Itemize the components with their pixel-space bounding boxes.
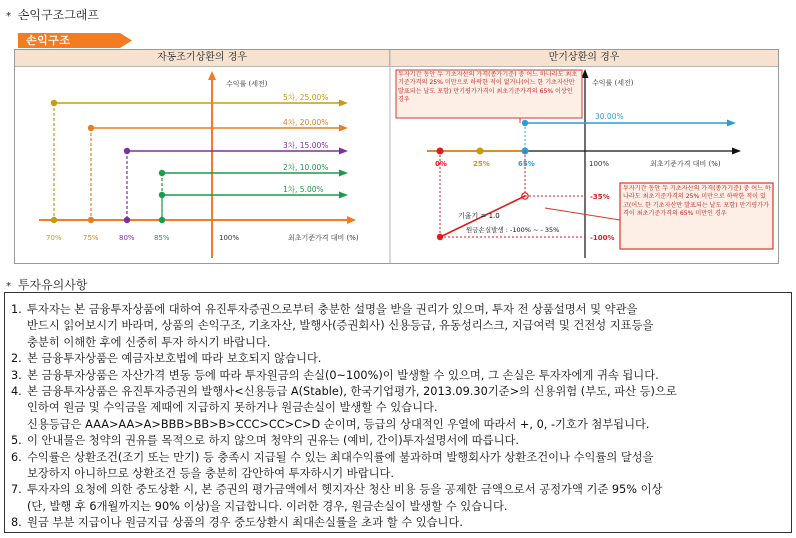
bottom-callout-pointer [545,208,620,220]
right-x-axis-label: 최초기준가격 대비 (%) [650,160,721,168]
note-item [11,351,785,367]
tab-label: 손익구조 [26,34,71,47]
left-panel-header: 자동조기상환의 경우 [15,50,390,67]
left-y-axis-arrow-icon [208,71,216,80]
top-callout-text-wrap [398,71,580,117]
note-number: 6. [11,450,22,464]
tick-0: 0% [435,160,447,168]
series-4-label: 4차, 20.00% [283,118,329,127]
note-text [27,351,785,367]
investment-notes-heading [6,276,87,293]
dot-25 [477,148,484,155]
payoff-charts-svg [15,50,778,263]
right-chart [396,69,773,258]
note-line: 원금 부분 지급이나 원금지급 상품의 경우 중도상환시 최대손실률을 초과 할 수 있습니다. [27,516,463,530]
bottom-callout-text-wrap [623,185,771,248]
note-line: (단, 발행 후 6개월까지는 90% 이상)을 지급합니다. 이러한 경우, 원금손실이 발생할 수 있습니다. [27,499,508,513]
right-y-axis-label: 수익률 (세전) [592,79,634,87]
note-line: 본 금융투자상품은 유진투자증권의 발행사<신용등급 A(Stable), 한국기업평가, 2013.09.30기준>의 신용위험 (부도, 파산 등)으로 [27,385,677,399]
note-item [11,302,785,351]
slope-label: 기울기 = 1.0 [458,212,500,220]
series-4 [83,117,348,242]
structure-graph-heading [6,6,99,23]
left-x-axis-label: 최초기준가격 대비 (%) [288,234,359,242]
note-number: 7. [11,483,22,497]
loss-100-label: -100% [590,234,615,242]
loss-100-point [437,234,443,240]
note-line: 인하여 원금 및 수익금을 제때에 지급하지 못하거나 원금손실이 발생할 수 있습니다. [27,401,438,415]
note-number: 8. [11,516,22,530]
note-line: 이 안내물은 청약의 권유를 목적으로 하지 않으며 청약의 권유는 (예비, 간이)투자설명서에 따릅니다. [27,434,520,448]
tick-100: 100% [589,160,610,168]
bullet-star: * [6,11,11,22]
note-line: 투자자는 본 금융투자상품에 대하여 유진투자증권으로부터 충분한 설명을 받을 권리가 있으며, 투자 전 상품설명서 및 약관을 [27,303,638,316]
gain-arrow-icon [727,120,736,127]
note-line: 반드시 읽어보시기 바라며, 상품의 손익구조, 기초자산, 발행사(증권회사) 신용등급, 유동성리스크, 지급여력 및 건전성 지표등을 [27,319,654,333]
top-callout-text: 투자기간 동안 두 기초자산의 가격(종가기준) 중 어느 하나라도 최초기준가격의 25% 미만으로 하락한 적이 없거나(어느 한 기초자산만 발표되는 날도 포함) 만기평가가격이 최초기준가격의 65% 이상인 경우 [398,71,578,103]
payoff-chart-box [14,49,779,264]
note-text [27,433,785,449]
note-number: 1. [11,303,22,316]
structure-graph-title: 손익구조그래프 [17,8,99,22]
note-line: 본 금융투자상품은 자산가격 변동 등에 따라 투자원금의 손실(0~100%)이 발생할 수 있으며, 그 손실은 투자자에게 귀속 됩니다. [27,368,659,382]
note-line: 수익률은 상환조건(조기 또는 만기) 등 충족시 지급될 수 있는 최대수익률에 불과하며 발행회사가 상환조건이나 수익률의 달성을 [27,450,654,464]
tick-65: 65% [518,160,535,168]
note-number: 3. [11,368,22,382]
right-y-axis-arrow-icon [582,69,589,78]
note-text [27,302,785,351]
note-text [27,515,785,531]
note-line: 충분히 이해한 후에 신중히 투자 하시기 바랍니다. [27,335,271,349]
loss-35-label: -35% [590,193,610,201]
note-line: 신용등급은 AAA>AA>A>BBB>BB>B>CCC>CC>C>D 순이며, 등급의 상대적인 우열에 따라서 +, 0, -기호가 첨부됩니다. [27,417,650,431]
tick-25: 25% [473,160,490,168]
loss-range-label: 원금손실발생 : -100% ~ - 35% [466,226,560,234]
note-item [11,368,785,384]
right-panel-header: 만기상환의 경우 [390,50,778,67]
series-2-label: 2차, 10.00% [283,163,329,172]
note-item [11,384,785,433]
note-text [27,482,785,515]
gain-point [522,120,528,126]
bullet-star-2: * [6,281,11,292]
series-1-label: 1차, 5.00% [283,185,324,194]
note-text [27,368,785,384]
note-item [11,433,785,449]
note-item [11,482,785,515]
note-number: 5. [11,434,22,448]
note-item [11,515,785,531]
note-line: 보장하지 아니하므로 상환조건 등을 충분히 감안하여 투자하시기 바랍니다. [27,467,395,481]
note-text [27,450,785,483]
series-3-threshold: 80% [119,234,135,242]
series-4-threshold: 75% [83,234,99,242]
note-line: 본 금융투자상품은 예금자보호법에 따라 보호되지 않습니다. [27,352,322,366]
note-line: 투자자의 요청에 의한 중도상환 시, 본 증권의 평가금액에서 헷지자산 청산 비용 등을 공제한 금액으로서 공정가액 기준 95% 이상 [27,483,663,497]
left-chart [39,71,359,258]
series-3-label: 3차, 15.00% [283,141,329,150]
note-number: 4. [11,385,22,399]
investment-notes-box [4,292,792,533]
series-1-threshold: 85% [154,234,170,242]
series-5-label: 5차, 25.00% [283,93,329,102]
left-y-axis-label: 수익률 (세전) [226,80,268,88]
left-end-tick: 100% [219,234,240,242]
profit-structure-tab [18,33,132,48]
note-number: 2. [11,352,22,366]
bottom-callout-text: 투자기간 동안 두 기초자산의 가격(종가기준) 중 어느 하나라도 최초기준가격의 25% 미만으로 하락한 적이 있고(어느 한 기초자산만 발표되는 날도 포함) 만기평가가격이 최초기준가격의 65% 미만인 경우 [623,185,771,218]
series-5-threshold: 70% [46,234,62,242]
investment-notes-title: 투자유의사항 [17,278,88,292]
right-x-axis-arrow-icon [732,148,741,155]
note-text [27,384,785,433]
left-x-axis-arrow-icon [347,216,356,224]
note-item [11,450,785,483]
gain-value: 30.00% [595,112,624,121]
